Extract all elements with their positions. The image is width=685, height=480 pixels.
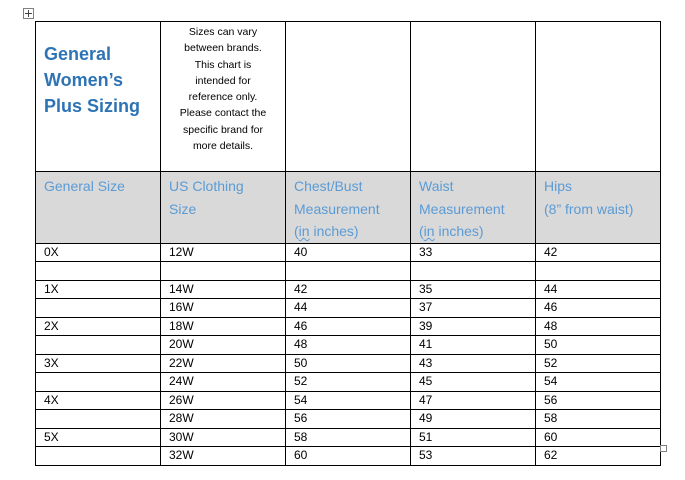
waist-cell[interactable]: 51 (411, 428, 536, 447)
general-size-cell[interactable] (36, 410, 161, 429)
empty-cell[interactable] (536, 22, 661, 172)
hips-cell[interactable]: 50 (536, 336, 661, 355)
header-line (419, 220, 535, 243)
note-line: more details. (192, 140, 254, 153)
us-size-cell[interactable]: 28W (161, 410, 286, 429)
header-line: (8” from waist) (544, 200, 634, 217)
table-row (36, 317, 661, 336)
us-size-cell[interactable]: 20W (161, 336, 286, 355)
table-row (36, 354, 661, 373)
table-move-handle-icon[interactable] (23, 8, 34, 19)
title-line: Women’s (44, 70, 124, 90)
general-size-cell[interactable]: 0X (36, 243, 161, 262)
empty-cell[interactable] (411, 22, 536, 172)
chest-cell[interactable]: 58 (286, 428, 411, 447)
chest-cell[interactable]: 46 (286, 317, 411, 336)
table-resize-handle-icon[interactable] (660, 445, 667, 452)
waist-cell[interactable]: 35 (411, 280, 536, 299)
header-text: ( (294, 223, 299, 239)
chest-cell[interactable]: 48 (286, 336, 411, 355)
title-cell (36, 22, 161, 172)
us-size-cell[interactable]: 30W (161, 428, 286, 447)
table-row (36, 373, 661, 392)
general-size-cell[interactable] (36, 447, 161, 466)
header-line: Size (169, 200, 197, 217)
spellcheck-word[interactable]: in (423, 223, 435, 239)
chest-cell[interactable]: 50 (286, 354, 411, 373)
hips-cell[interactable]: 54 (536, 373, 661, 392)
header-line: Hips (544, 178, 573, 194)
hips-cell[interactable]: 62 (536, 447, 661, 466)
general-size-cell[interactable]: 2X (36, 317, 161, 336)
waist-cell[interactable]: 39 (411, 317, 536, 336)
chest-cell[interactable]: 42 (286, 280, 411, 299)
hips-cell[interactable]: 52 (536, 354, 661, 373)
note-line: specific brand for (183, 123, 263, 136)
header-general-size (36, 172, 161, 244)
chest-cell[interactable]: 54 (286, 391, 411, 410)
header-line: US Clothing (169, 178, 244, 194)
general-size-cell[interactable]: 5X (36, 428, 161, 447)
header-row (36, 172, 661, 244)
us-size-cell[interactable]: 16W (161, 299, 286, 318)
chest-cell[interactable]: 40 (286, 243, 411, 262)
us-size-cell[interactable]: 12W (161, 243, 286, 262)
table-row (36, 391, 661, 410)
note-line: This chart is (194, 58, 252, 71)
header-line: Waist (419, 178, 454, 194)
general-size-cell[interactable] (36, 373, 161, 392)
note-line: reference only. (188, 91, 258, 104)
us-size-cell[interactable]: 14W (161, 280, 286, 299)
chest-cell[interactable]: 52 (286, 373, 411, 392)
us-size-cell[interactable]: 24W (161, 373, 286, 392)
general-size-cell[interactable] (36, 336, 161, 355)
table-row (36, 447, 661, 466)
general-size-cell[interactable]: 4X (36, 391, 161, 410)
general-size-cell[interactable] (36, 299, 161, 318)
title-line: Plus Sizing (44, 96, 141, 116)
chest-cell[interactable]: 60 (286, 447, 411, 466)
header-waist (411, 172, 536, 244)
header-hips (536, 172, 661, 244)
title-line: General (44, 44, 112, 64)
header-line: Measurement (294, 200, 380, 217)
waist-cell[interactable]: 33 (411, 243, 536, 262)
header-text: inches) (309, 223, 359, 239)
note-line: between brands. (184, 42, 262, 55)
table-row (36, 262, 661, 281)
table-row (36, 336, 661, 355)
header-us-clothing-size (161, 172, 286, 244)
us-size-cell[interactable]: 22W (161, 354, 286, 373)
table-row (36, 299, 661, 318)
note-line: intended for (195, 74, 251, 87)
chest-cell[interactable]: 44 (286, 299, 411, 318)
header-line: General Size (44, 178, 125, 194)
hips-cell[interactable] (536, 262, 661, 281)
spellcheck-word[interactable]: in (298, 223, 310, 239)
us-size-cell[interactable] (161, 262, 286, 281)
table-row (36, 280, 661, 299)
table-row (36, 410, 661, 429)
header-chest-bust (286, 172, 411, 244)
hips-cell[interactable]: 48 (536, 317, 661, 336)
hips-cell[interactable]: 58 (536, 410, 661, 429)
title-row (36, 22, 661, 172)
table-row (36, 428, 661, 447)
waist-cell[interactable]: 45 (411, 373, 536, 392)
us-size-cell[interactable]: 26W (161, 391, 286, 410)
general-size-cell[interactable] (36, 262, 161, 281)
header-text: inches) (434, 223, 484, 239)
disclaimer-cell (161, 22, 286, 172)
waist-cell[interactable] (411, 262, 536, 281)
waist-cell[interactable]: 53 (411, 447, 536, 466)
hips-cell[interactable]: 42 (536, 243, 661, 262)
empty-cell[interactable] (286, 22, 411, 172)
chest-cell[interactable]: 56 (286, 410, 411, 429)
note-line: Please contact the (179, 107, 267, 120)
header-line: Chest/Bust (294, 178, 363, 194)
header-line: Measurement (419, 200, 505, 217)
waist-cell[interactable]: 47 (411, 391, 536, 410)
plus-sizing-table (35, 21, 661, 466)
waist-cell[interactable]: 49 (411, 410, 536, 429)
us-size-cell[interactable]: 32W (161, 447, 286, 466)
note-line: Sizes can vary (188, 26, 258, 38)
us-size-cell[interactable]: 18W (161, 317, 286, 336)
table-title (44, 41, 156, 119)
waist-cell[interactable]: 41 (411, 336, 536, 355)
waist-cell[interactable]: 37 (411, 299, 536, 318)
hips-cell[interactable]: 56 (536, 391, 661, 410)
hips-cell[interactable]: 44 (536, 280, 661, 299)
chest-cell[interactable] (286, 262, 411, 281)
hips-cell[interactable]: 46 (536, 299, 661, 318)
waist-cell[interactable]: 43 (411, 354, 536, 373)
header-text: ( (419, 223, 424, 239)
table-row (36, 243, 661, 262)
hips-cell[interactable]: 60 (536, 428, 661, 447)
header-line (294, 220, 410, 243)
general-size-cell[interactable]: 1X (36, 280, 161, 299)
general-size-cell[interactable]: 3X (36, 354, 161, 373)
